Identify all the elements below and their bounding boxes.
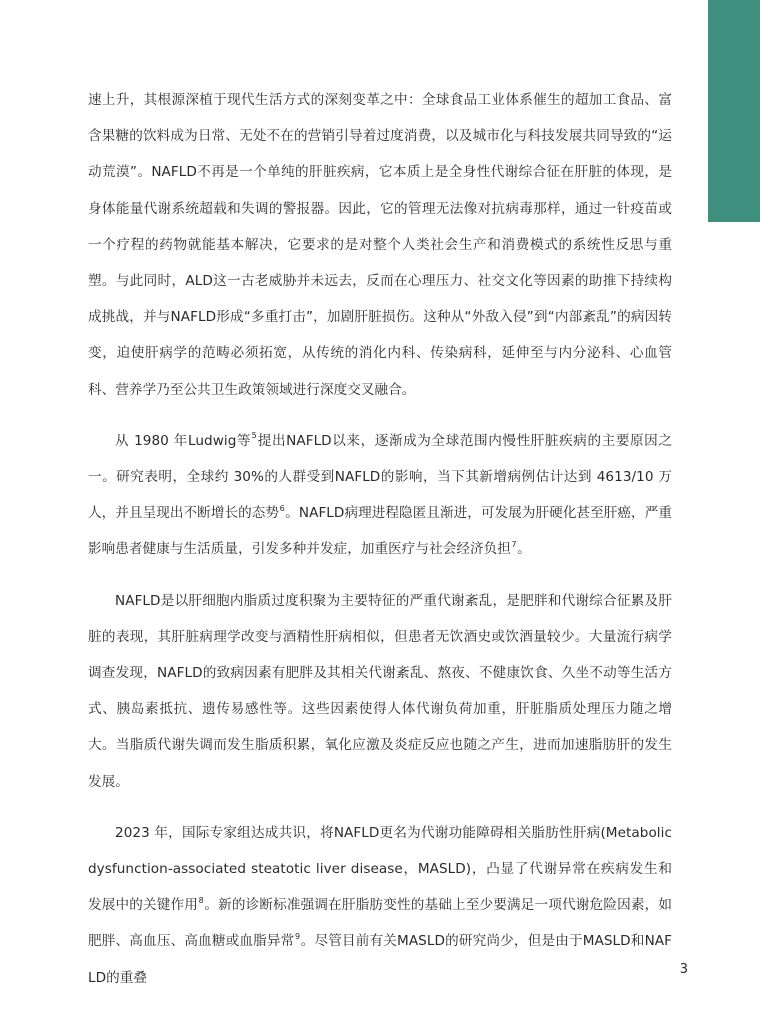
paragraph	[88, 423, 672, 568]
citation-superscript: 9	[294, 932, 301, 942]
citation-superscript: 5	[251, 431, 257, 441]
citation-superscript: 8	[198, 895, 204, 905]
paragraph-text: 。尽管目前有关MASLD的研究尚少，但是由于MASLD和NAFLD的重叠	[88, 933, 673, 986]
paragraph-text: 2023 年，国际专家组达成共识，将NAFLD更名为代谢功能障碍相关脂肪性肝病(Metabolic dysfunction-associated steatotic liver disease，MASLD)，凸显了代谢异常在疾病发生和发展中的关键作用	[88, 824, 672, 914]
paragraph-text: 。	[517, 541, 531, 558]
paragraph-text: 提出NAFLD以来，逐渐成为全球范围内慢性肝脏疾病的主要原因之一。研究表明，全球约 30%的人群受到NAFLD的影响，当下其新增病例估计达到 4613/10 万人，并且呈现出不断增长的态势	[88, 432, 672, 522]
paragraph-text: 。新的诊断标准强调在肝脂肪变性的基础上至少要满足一项代谢危险因素，如肥胖、高血压、高血糖或血脂异常	[88, 897, 672, 950]
citation-superscript: 7	[511, 540, 517, 550]
body-text	[88, 82, 672, 996]
page-number: 3	[679, 962, 688, 977]
paragraph	[88, 815, 672, 996]
paragraph-text: 从 1980 年Ludwig等	[115, 432, 252, 449]
citation-superscript: 6	[279, 503, 285, 513]
paragraph-text: 速上升，其根源深植于现代生活方式的深刻变革之中：全球食品工业体系催生的超加工食品、富含果糖的饮料成为日常、无处不在的营销引导着过度消费，以及城市化与科技发展共同导致的“运动荒漠”。NAFLD不再是一个单纯的肝脏疾病，它本质上是全身性代谢综合征在肝脏的体现，是身体能量代谢系统超载和失调的警报器。因此，它的管理无法像对抗病毒那样，通过一针疫苗或一个疗程的药物就能基本解决，它要求的是对整个人类社会生产和消费模式的系统性反思与重塑。与此同时，ALD这一古老威胁并未远去，反而在心理压力、社交文化等因素的助推下持续构成挑战，并与NAFLD形成“多重打击”，加剧肝脏损伤。这种从“外敌入侵”到“内部紊乱”的病因转变，迫使肝病学的范畴必须拓宽，从传统的消化内科、传染病科，延伸至与内分泌科、心血管科、营养学乃至公共卫生政策领域进行深度交叉融合。	[88, 92, 672, 398]
paragraph-text: NAFLD是以肝细胞内脂质过度积聚为主要特征的严重代谢紊乱，是肥胖和代谢综合征累及肝脏的表现，其肝脏病理学改变与酒精性肝病相似，但患者无饮酒史或饮酒量较少。大量流行病学调查发现，NAFLD的致病因素有肥胖及其相关代谢紊乱、熬夜、不健康饮食、久坐不动等生活方式、胰岛素抵抗、遗传易感性等。这些因素使得人体代谢负荷加重，肝脏脂质处理压力随之增大。当脂质代谢失调而发生脂质积累，氧化应激及炎症反应也随之产生，进而加速脂肪肝的发生发展。	[88, 592, 672, 790]
paragraph-text: 。NAFLD病理进程隐匿且渐进，可发展为肝硬化甚至肝癌，严重影响患者健康与生活质量，引发多种并发症，加重医疗与社会经济负担	[88, 505, 673, 558]
corner-accent-tab	[708, 0, 760, 222]
paragraph	[88, 82, 672, 408]
paragraph	[88, 583, 672, 800]
